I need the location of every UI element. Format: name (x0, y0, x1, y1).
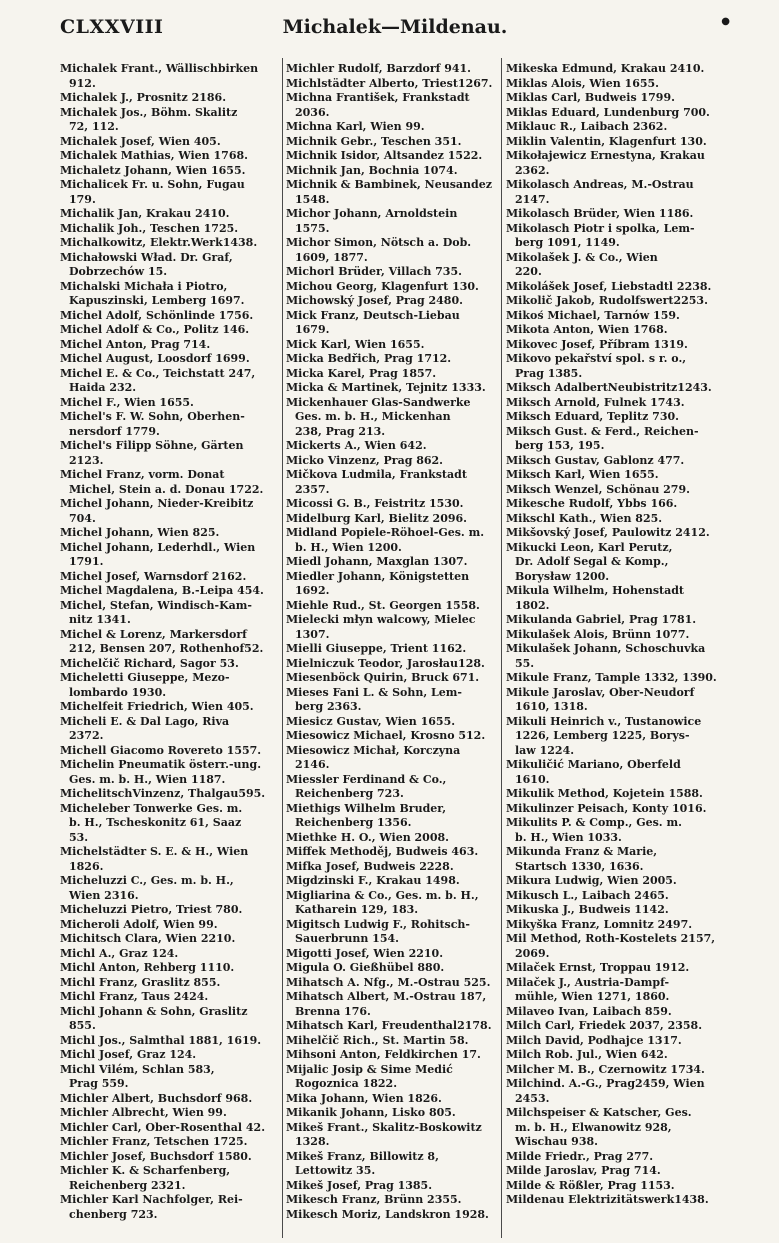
directory-entry: Mikulits P. & Comp., Ges. m. (506, 816, 682, 829)
directory-entry: Michnik Isidor, Altsandez 1522. (286, 149, 483, 162)
directory-entry: Milch Rob. Jul., Wien 642. (506, 1048, 668, 1061)
directory-entry: Michou Georg, Klagenfurt 130. (286, 279, 479, 293)
directory-entry: Michler Franz, Tetschen 1725. (60, 1135, 248, 1148)
entry-continuation: Prag 559. (69, 1077, 129, 1090)
entry-continuation: Reichenberg 1356. (295, 816, 412, 829)
directory-entry: Michalik Joh., Teschen 1725. (60, 221, 239, 235)
directory-entry: Mikulašek Johann, Schoschuvka (506, 642, 706, 655)
directory-entry: Mikschl Kath., Wien 825. (506, 511, 663, 525)
directory-entry: Mikota Anton, Wien 1768. (506, 323, 668, 336)
directory-entry: Micheluzzi Pietro, Triest 780. (60, 903, 243, 916)
entry-continuation: Wien 2316. (69, 888, 139, 902)
directory-entry: Michl Jos., Salmthal 1881, 1619. (60, 1033, 262, 1047)
directory-entry: Miksch Gustav, Gablonz 477. (506, 453, 685, 467)
entry-continuation: 2372. (69, 729, 104, 742)
directory-entry: Miklin Valentin, Klagenfurt 130. (506, 134, 707, 148)
entry-continuation: berg 1091, 1149. (515, 236, 620, 249)
directory-entry: Miksch Gust. & Ferd., Reichen- (506, 424, 699, 438)
directory-entry: Migdzinski F., Krakau 1498. (286, 874, 460, 887)
directory-entry: Milchspeiser & Katscher, Ges. (506, 1106, 692, 1119)
directory-entry: Miffek Methoděj, Budweis 463. (286, 845, 479, 858)
directory-entry: Michel E. & Co., Teichstatt 247, (60, 366, 256, 380)
directory-entry: Miedler Johann, Königstetten (286, 569, 470, 583)
directory-entry: Michalicek Fr. u. Sohn, Fugau (60, 178, 245, 191)
directory-entry: Mick Franz, Deutsch-Liebau (286, 308, 460, 322)
directory-entry: Michl Vilém, Schlan 583, (60, 1062, 215, 1076)
directory-entry: Migotti Josef, Wien 2210. (286, 946, 444, 960)
directory-entry: Milde Friedr., Prag 277. (506, 1149, 654, 1163)
entry-continuation: berg 2363. (295, 700, 362, 713)
entry-continuation: b. H., Wien 1200. (295, 540, 402, 554)
directory-entry: Michelin Pneumatik österr.-ung. (60, 758, 262, 771)
directory-entry: Miksch Wenzel, Schönau 279. (506, 482, 690, 496)
directory-entry: Mikesch Franz, Brünn 2355. (286, 1193, 462, 1206)
directory-entry: Mikolášek Josef, Liebstadtl 2238. (506, 279, 712, 293)
entry-continuation: 1548. (295, 192, 330, 206)
entry-continuation: 1679. (295, 323, 330, 336)
directory-entry: Michorl Brüder, Villach 735. (286, 265, 462, 278)
directory-entry: Miedl Johann, Maxglan 1307. (286, 555, 468, 568)
directory-entry: Michitsch Clara, Wien 2210. (60, 932, 236, 945)
directory-entry: Mick Karl, Wien 1655. (286, 337, 425, 351)
directory-entry: Mihsoni Anton, Feldkirchen 17. (286, 1048, 481, 1061)
entry-continuation: 2362. (515, 163, 550, 177)
directory-entry: Michell Giacomo Rovereto 1557. (60, 743, 262, 757)
directory-entry: Michel Franz, vorm. Donat (60, 468, 225, 481)
directory-entry: Midelburg Karl, Bielitz 2096. (286, 511, 467, 525)
directory-entry: Milaček J., Austria-Dampf- (506, 975, 670, 989)
directory-entry: Mikołajewicz Ernestyna, Krakau (506, 149, 705, 162)
directory-entry: Mika Johann, Wien 1826. (286, 1091, 442, 1105)
directory-entry: Micossi G. B., Feistritz 1530. (286, 497, 464, 510)
entry-continuation: Prag 1385. (515, 366, 583, 380)
directory-entry: Micka Karel, Prag 1857. (286, 366, 437, 380)
directory-entry: Michler K. & Scharfenberg, (60, 1164, 231, 1177)
directory-entry: Migitsch Ludwig F., Rohitsch- (286, 917, 470, 931)
directory-entry: Michna Karl, Wien 99. (286, 120, 425, 133)
directory-entry: Mildenau Elektrizitätswerk1438. (506, 1193, 709, 1206)
directory-entry: Milde Jaroslav, Prag 714. (506, 1164, 661, 1177)
directory-entry: Michalek Jos., Böhm. Skalitz (60, 105, 238, 119)
entry-continuation: 2123. (69, 453, 104, 467)
directory-entry: Mielniczuk Teodor, Jarosłau128. (286, 656, 485, 670)
entry-continuation: 238, Prag 213. (295, 424, 386, 438)
entry-continuation: 1692. (295, 584, 330, 597)
entry-continuation: b. H., Tscheskonitz 61, Saaz (69, 816, 242, 829)
directory-entry: Mikuli Heinrich v., Tustanowice (506, 714, 702, 728)
directory-entry: Miesowicz Michał, Korczyna (286, 743, 461, 757)
directory-entry: Michel Johann, Wien 825. (60, 526, 220, 539)
column-left (60, 62, 280, 1222)
directory-entry: Mikulašek Alois, Brünn 1077. (506, 627, 690, 641)
directory-entry: Mikulik Method, Kojetein 1588. (506, 787, 703, 800)
directory-entry: Michel's F. W. Sohn, Oberhen- (60, 410, 245, 423)
directory-entry: Michel, Stefan, Windisch-Kam- (60, 598, 252, 612)
directory-entry: Mikolasch Piotr i spolka, Lem- (506, 221, 695, 235)
entry-continuation: 55. (515, 656, 535, 670)
directory-entry: Michalkowitz, Elektr.Werk1438. (60, 236, 258, 249)
directory-entry: Miessler Ferdinand & Co., (286, 772, 447, 786)
entry-continuation: 1226, Lemberg 1225, Borys- (515, 729, 690, 742)
directory-entry: Michnik Jan, Bochnia 1074. (286, 163, 458, 177)
directory-entry: Michel Adolf, Schönlinde 1756. (60, 308, 254, 322)
directory-entry: Michel Magdalena, B.-Leipa 454. (60, 584, 264, 597)
entry-continuation: b. H., Wien 1033. (515, 830, 622, 844)
entry-continuation: m. b. H., Elwanowitz 928, (515, 1120, 672, 1134)
directory-entry: Micko Vinzenz, Prag 862. (286, 453, 444, 467)
directory-entry: Michel Adolf & Co., Politz 146. (60, 323, 250, 336)
column-middle (286, 62, 498, 1222)
entry-continuation: 2357. (295, 482, 330, 496)
directory-entry: Miesicz Gustav, Wien 1655. (286, 714, 456, 728)
entry-continuation: Haida 232. (69, 381, 137, 394)
directory-entry: Michalski Michała i Piotro, (60, 279, 228, 293)
directory-entry: Mikura Ludwig, Wien 2005. (506, 874, 677, 887)
directory-entry: Miksch AdalbertNeubistritz1243. (506, 381, 712, 394)
directory-entry: Mihelčič Rich., St. Martin 58. (286, 1033, 469, 1047)
entry-continuation: Startsch 1330, 1636. (515, 859, 644, 873)
directory-entry: Mikeš Franz, Billowitz 8, (286, 1149, 439, 1163)
entry-continuation: 704. (69, 511, 96, 525)
directory-entry: Milaveo Ivan, Laibach 859. (506, 1004, 672, 1018)
entry-continuation: 212, Bensen 207, Rothenhof52. (69, 642, 264, 655)
entry-continuation: law 1224. (515, 743, 575, 757)
directory-entry: Miklas Eduard, Lundenburg 700. (506, 105, 710, 119)
directory-entry: Michler Rudolf, Barzdorf 941. (286, 62, 471, 75)
directory-entry: Midland Popiele-Röhoel-Ges. m. (286, 526, 485, 539)
directory-entry: Milch David, Podhajce 1317. (506, 1033, 682, 1047)
directory-entry: Michel Anton, Prag 714. (60, 337, 211, 351)
directory-entry: Mil Method, Roth-Kostelets 2157, (506, 932, 716, 945)
entry-continuation: 179. (69, 192, 96, 206)
directory-entry: Mikuličić Mariano, Oberfeld (506, 758, 681, 771)
directory-entry: Mikesch Moriz, Landskron 1928. (286, 1207, 489, 1221)
entry-continuation: 855. (69, 1019, 96, 1032)
directory-entry: Miksch Karl, Wien 1655. (506, 468, 659, 481)
directory-entry: Mikanik Johann, Lisko 805. (286, 1106, 456, 1119)
page-title: Michalek—Mildenau. (282, 16, 508, 38)
directory-entry: Milch Carl, Friedek 2037, 2358. (506, 1019, 703, 1032)
column-right (506, 62, 732, 1208)
entry-continuation: 912. (69, 76, 96, 90)
directory-entry: Mikuska J., Budweis 1142. (506, 903, 669, 916)
entry-continuation: chenberg 723. (69, 1207, 158, 1221)
directory-entry: Mikule Jaroslav, Ober-Neudorf (506, 685, 695, 699)
directory-entry: Miesenböck Quirin, Bruck 671. (286, 671, 480, 684)
entry-continuation: Brenna 176. (295, 1004, 371, 1018)
entry-continuation: 2147. (515, 192, 550, 206)
directory-entry: Michl Franz, Graslitz 855. (60, 975, 221, 989)
directory-entry: Michel F., Wien 1655. (60, 395, 194, 409)
page-number: CLXXVIII (60, 16, 164, 38)
directory-entry: Milde & Rößler, Prag 1153. (506, 1178, 675, 1192)
directory-entry: Michaletz Johann, Wien 1655. (60, 163, 246, 177)
entry-continuation: Borysław 1200. (515, 569, 610, 583)
directory-entry: Michałowski Wład. Dr. Graf, (60, 250, 233, 264)
directory-entry: Micheletti Giuseppe, Mezo- (60, 671, 230, 684)
directory-entry: Michalek Mathias, Wien 1768. (60, 149, 248, 162)
entry-continuation: 53. (69, 830, 89, 844)
entry-continuation: Katharein 129, 183. (295, 903, 419, 916)
directory-entry: Mihatsch Albert, M.-Ostrau 187, (286, 990, 487, 1003)
directory-entry: Milaček Ernst, Troppau 1912. (506, 961, 690, 974)
directory-entry: Mihatsch A. Nfg., M.-Ostrau 525. (286, 975, 491, 989)
entry-continuation: 1307. (295, 627, 330, 641)
entry-continuation: nitz 1341. (69, 613, 131, 626)
column-divider (282, 58, 283, 1238)
directory-entry: Miehle Rud., St. Georgen 1558. (286, 598, 480, 612)
directory-entry: Mihatsch Karl, Freudenthal2178. (286, 1019, 492, 1032)
directory-entry: Mikeska Edmund, Krakau 2410. (506, 62, 705, 75)
column-divider (501, 58, 502, 1238)
entry-continuation: 1826. (69, 859, 104, 873)
directory-entry: Michl Johann & Sohn, Graslitz (60, 1004, 248, 1018)
directory-entry: Micheli E. & Dal Lago, Riva (60, 714, 230, 728)
directory-entry: Miksch Arnold, Fulnek 1743. (506, 395, 685, 409)
directory-entry: Michel Johann, Nieder-Kreibitz (60, 497, 254, 510)
directory-entry: Michnik & Bambinek, Neusandez (286, 178, 492, 191)
entry-continuation: 72, 112. (69, 120, 119, 133)
entry-continuation: 220. (515, 265, 542, 278)
directory-entry: Miklas Carl, Budweis 1799. (506, 91, 675, 104)
directory-entry: Mikolašek J. & Co., Wien (506, 250, 658, 264)
entry-continuation: mühle, Wien 1271, 1860. (515, 990, 670, 1003)
directory-entry: Micka Bedřich, Prag 1712. (286, 352, 452, 365)
directory-entry: Michor Johann, Arnoldstein (286, 207, 458, 220)
directory-entry: Miklauc R., Laibach 2362. (506, 120, 668, 133)
directory-entry: Mijalic Josip & Sime Medić (286, 1062, 453, 1076)
directory-entry: Michler Albrecht, Wien 99. (60, 1106, 227, 1119)
entry-continuation: Wischau 938. (515, 1135, 598, 1148)
entry-continuation: 2453. (515, 1091, 550, 1105)
directory-entry: MichelitschVinzenz, Thalgau595. (60, 787, 266, 800)
running-header (60, 16, 730, 44)
directory-entry: Migula O. Gießhübel 880. (286, 961, 445, 974)
directory-entry: Mikolič Jakob, Rudolfswert2253. (506, 294, 708, 307)
directory-entry: Mielli Giuseppe, Trient 1162. (286, 642, 467, 655)
directory-entry: Miesowicz Michael, Krosno 512. (286, 729, 486, 742)
entry-continuation: Dr. Adolf Segal & Komp., (515, 555, 669, 568)
directory-entry: Mikoś Michael, Tarnów 159. (506, 308, 680, 322)
directory-entry: Michalek J., Prosnitz 2186. (60, 91, 227, 104)
directory-entry: Micka & Martinek, Tejnitz 1333. (286, 381, 486, 394)
directory-entry: Mikulinzer Peisach, Konty 1016. (506, 801, 707, 815)
entry-continuation: Kapuszinski, Lemberg 1697. (69, 294, 245, 307)
directory-entry: Michler Albert, Buchsdorf 968. (60, 1091, 253, 1105)
entry-continuation: Lettowitz 35. (295, 1164, 376, 1177)
entry-continuation: Ges. m. b. H., Wien 1187. (69, 772, 226, 786)
directory-entry: Michel's Filipp Söhne, Gärten (60, 439, 244, 452)
directory-entry: Mikula Wilhelm, Hohenstadt (506, 584, 684, 597)
directory-entry: Michler Carl, Ober-Rosenthal 42. (60, 1120, 266, 1134)
directory-entry: Mikulanda Gabriel, Prag 1781. (506, 613, 697, 626)
directory-entry: Milchind. A.-G., Prag2459, Wien (506, 1077, 705, 1090)
directory-entry: Michler Josef, Buchsdorf 1580. (60, 1149, 252, 1163)
entry-continuation: berg 153, 195. (515, 439, 605, 452)
entry-continuation: Dobrzechów 15. (69, 265, 168, 278)
directory-entry: Miethigs Wilhelm Bruder, (286, 801, 447, 815)
directory-entry: Michelčič Richard, Sagor 53. (60, 656, 239, 670)
entry-continuation: Michel, Stein a. d. Donau 1722. (69, 482, 264, 496)
directory-entry: Mikolasch Brüder, Wien 1186. (506, 207, 694, 220)
directory-entry: Michna František, Frankstadt (286, 91, 470, 104)
entry-continuation: 1802. (515, 598, 550, 612)
directory-entry: Miklas Alois, Wien 1655. (506, 76, 659, 90)
entry-continuation: 1575. (295, 221, 330, 235)
entry-continuation: Sauerbrunn 154. (295, 932, 399, 945)
directory-entry: Micheroli Adolf, Wien 99. (60, 917, 218, 931)
entry-continuation: 2069. (515, 946, 550, 960)
entry-continuation: 1610. (515, 772, 550, 786)
entry-continuation: Ges. m. b. H., Mickenhan (295, 410, 451, 423)
directory-entry: Mikunda Franz & Marie, (506, 845, 658, 858)
directory-entry: Mickenhauer Glas-Sandwerke (286, 395, 471, 409)
entry-continuation: nersdorf 1779. (69, 424, 160, 438)
directory-entry: Miksch Eduard, Teplitz 730. (506, 410, 679, 423)
directory-entry: Mikucki Leon, Karl Perutz, (506, 540, 673, 554)
entry-continuation: 1791. (69, 555, 104, 568)
directory-entry: Michel & Lorenz, Markersdorf (60, 627, 247, 641)
directory-entry: Milcher M. B., Czernowitz 1734. (506, 1062, 705, 1076)
directory-entry: Mikesche Rudolf, Ybbs 166. (506, 497, 678, 510)
directory-entry: Mickerts A., Wien 642. (286, 439, 427, 452)
directory-entry: Michowský Josef, Prag 2480. (286, 294, 463, 307)
ink-mark: ● (721, 16, 730, 27)
directory-entry: Mifka Josef, Budweis 2228. (286, 859, 454, 873)
directory-entry: Mielecki młyn walcowy, Mielec (286, 613, 476, 626)
entry-continuation: 1610, 1318. (515, 700, 588, 713)
directory-entry: Michl Anton, Rehberg 1110. (60, 961, 235, 974)
directory-entry: Micheluzzi C., Ges. m. b. H., (60, 874, 234, 887)
directory-entry: Mikšovský Josef, Paulowitz 2412. (506, 526, 710, 539)
entry-continuation: 1609, 1877. (295, 250, 368, 264)
directory-entry: Michler Karl Nachfolger, Rei- (60, 1193, 243, 1206)
directory-entry: Michalik Jan, Krakau 2410. (60, 207, 230, 220)
directory-entry: Michel August, Loosdorf 1699. (60, 352, 250, 365)
directory-entry: Michelstädter S. E. & H., Wien (60, 845, 249, 858)
entry-continuation: 2146. (295, 758, 330, 771)
directory-entry: Michlstädter Alberto, Triest1267. (286, 76, 493, 90)
directory-entry: Mikule Franz, Tample 1332, 1390. (506, 671, 717, 684)
directory-entry: Michl Franz, Taus 2424. (60, 990, 209, 1003)
directory-entry: Michalek Frant., Wällischbirken (60, 62, 259, 75)
directory-entry: Mieses Fani L. & Sohn, Lem- (286, 685, 462, 699)
entry-continuation: 2036. (295, 105, 330, 119)
directory-entry: Mikovec Josef, Příbram 1319. (506, 337, 688, 351)
directory-entry: Michl A., Graz 124. (60, 946, 179, 960)
directory-entry: Mikyška Franz, Lomnitz 2497. (506, 917, 693, 931)
entry-continuation: Reichenberg 723. (295, 787, 404, 800)
directory-entry: Michel Josef, Warnsdorf 2162. (60, 569, 247, 583)
directory-entry: Mikolasch Andreas, M.-Ostrau (506, 178, 694, 191)
directory-entry: Mikovo pekařství spol. s r. o., (506, 352, 687, 365)
entry-continuation: lombardo 1930. (69, 685, 167, 699)
directory-entry: Michalek Josef, Wien 405. (60, 134, 221, 148)
directory-entry: Micheleber Tonwerke Ges. m. (60, 801, 243, 815)
directory-entry: Mikeš Frant., Skalitz-Boskowitz (286, 1120, 482, 1134)
directory-entry: Michnik Gebr., Teschen 351. (286, 134, 462, 148)
directory-entry: Miethke H. O., Wien 2008. (286, 830, 449, 844)
directory-entry: Michel Johann, Lederhdl., Wien (60, 540, 256, 554)
directory-entry: Michor Simon, Nötsch a. Dob. (286, 236, 472, 249)
entry-continuation: Rogoznica 1822. (295, 1077, 398, 1090)
directory-entry: Migliarina & Co., Ges. m. b. H., (286, 888, 479, 902)
directory-entry: Michl Josef, Graz 124. (60, 1048, 197, 1061)
directory-entry: Mikusch L., Laibach 2465. (506, 888, 669, 902)
directory-entry: Michelfeit Friedrich, Wien 405. (60, 700, 254, 713)
directory-entry: Mičkova Ludmila, Frankstadt (286, 468, 467, 481)
entry-continuation: Reichenberg 2321. (69, 1178, 186, 1192)
directory-entry: Mikeš Josef, Prag 1385. (286, 1178, 433, 1192)
entry-continuation: 1328. (295, 1135, 330, 1148)
